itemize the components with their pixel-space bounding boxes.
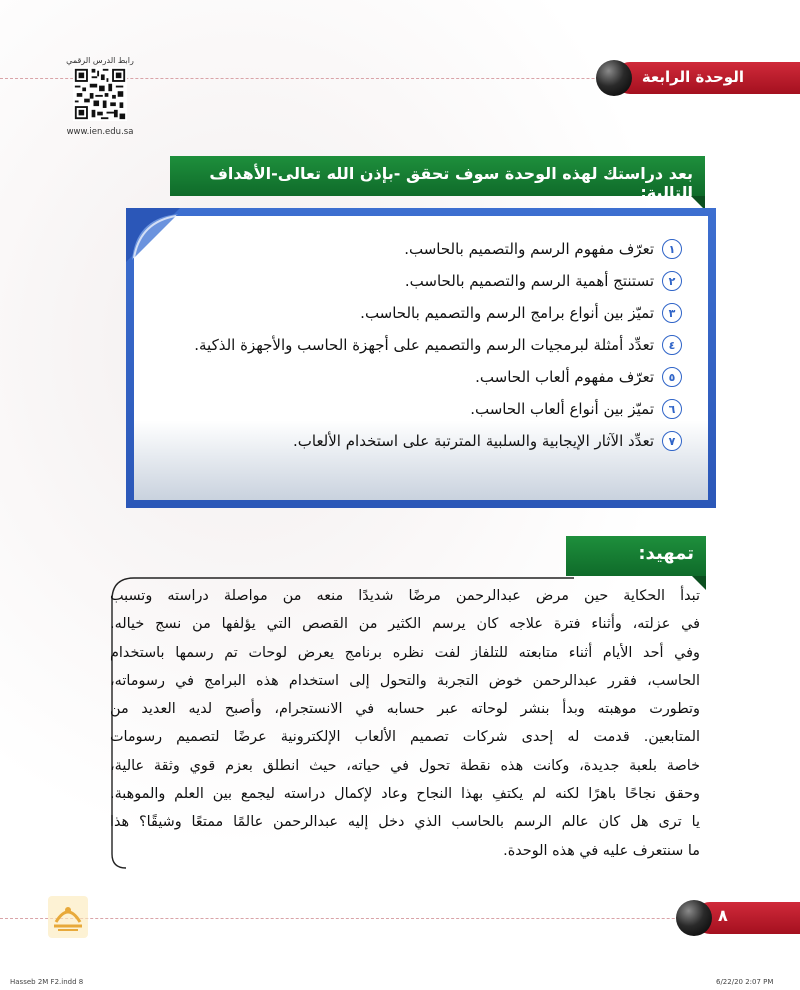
intro-heading: تمهيد: [638,543,694,564]
goal-item [122,297,682,329]
intro-line: وتطورت موهبته وبدأ بنشر لوحاته عبر حسابه في الانستجرام، وأصبح لديه العديد من [110,701,700,718]
goals-list [122,233,682,457]
page-number-bar [676,898,800,938]
goal-number: ٢ [662,271,682,291]
intro-line: المتابعين. قدمت له إحدى شركات تصميم الألعاب الإلكترونية عرضًا لتصميم رسومات [110,729,700,746]
goal-number: ٥ [662,367,682,387]
goal-text: تستنتج أهمية الرسم والتصميم بالحاسب. [404,272,654,290]
unit-header [596,58,800,98]
goal-item [122,265,682,297]
goal-item [122,329,682,361]
intro-line: وفي أحد الأيام أثناء متابعته للتلفاز لفت نظره برنامج يعرض لوحات تم رسمها باستخدام [110,644,700,661]
goal-text: تميّز بين أنواع برامج الرسم والتصميم بالحاسب. [360,304,654,322]
intro-line: تبدأ الحكاية حين مرض عبدالرحمن مرضًا شديدًا منعه من مواصلة دراسته وتسبب [110,588,700,604]
ministry-logo-icon [46,892,90,942]
goal-number: ٤ [662,335,682,355]
digital-lesson-qr[interactable] [60,56,140,148]
page-number: ٨ [718,906,728,925]
intro-line: الحاسب، فقرر عبدالرحمن خوض التجربة والتحول إلى استخدام هذه البرامج في رسوماته، [110,672,700,689]
intro-paragraph [110,582,700,865]
goal-text: تعرّف مفهوم ألعاب الحاسب. [475,368,654,386]
goal-text: تميّز بين أنواع ألعاب الحاسب. [470,400,654,418]
intro-line: يا ترى هل كان عالم الرسم بالحاسب الذي دخل إليه عبدالرحمن عالمًا ممتعًا وشيقًا؟ هذا [110,814,700,831]
goals-heading-banner [170,156,705,202]
goal-number: ٧ [662,431,682,451]
intro-line: خاصة بلعبة جديدة، وكانت هذه نقطة تحول في حياته، حيث انطلق بعزم قوي وثقة عالية، [110,757,700,774]
qr-caption: رابط الدرس الرقمي [66,56,134,65]
print-slug-date: 6/22/20 2:07 PM [716,978,774,986]
intro-line: وحقق نجاحًا باهرًا لكنه لم يكتفِ بهذا النجاح وعاد لإكمال دراسته ليجمع بين العلم والموهبة. [110,786,700,803]
intro-line: في عزلته، وأثناء فترة علاجه كان يرسم الكثير من القصص التي يؤلفها من نسج خياله. [110,616,700,633]
qr-url[interactable]: www.ien.edu.sa [66,127,134,137]
goal-item [122,361,682,393]
goal-item [122,425,682,457]
goal-text: تعدِّد الآثار الإيجابية والسلبية المترتبة على استخدام الألعاب. [292,432,654,450]
goal-item [122,233,682,265]
goal-text: تعرّف مفهوم الرسم والتصميم بالحاسب. [404,240,654,258]
qr-code-icon[interactable] [73,67,127,121]
goal-item [122,393,682,425]
goal-number: ٦ [662,399,682,419]
unit-header-knob [596,60,632,96]
intro-line: ما سنتعرف عليه في هذه الوحدة. [503,842,700,859]
print-slug-file: Hasseb 2M F2.indd 8 [10,978,84,986]
unit-title: الوحدة الرابعة [641,68,744,86]
goals-heading: بعد دراستك لهذه الوحدة سوف تحقق -بإذن الله تعالى-الأهداف التالية: [209,164,693,202]
goal-number: ١ [662,239,682,259]
goal-text: تعدِّد أمثلة لبرمجيات الرسم والتصميم على أجهزة الحاسب والأجهزة الذكية. [194,336,654,354]
page-bar-knob [676,900,712,936]
goal-number: ٣ [662,303,682,323]
intro-heading-banner [566,536,706,576]
